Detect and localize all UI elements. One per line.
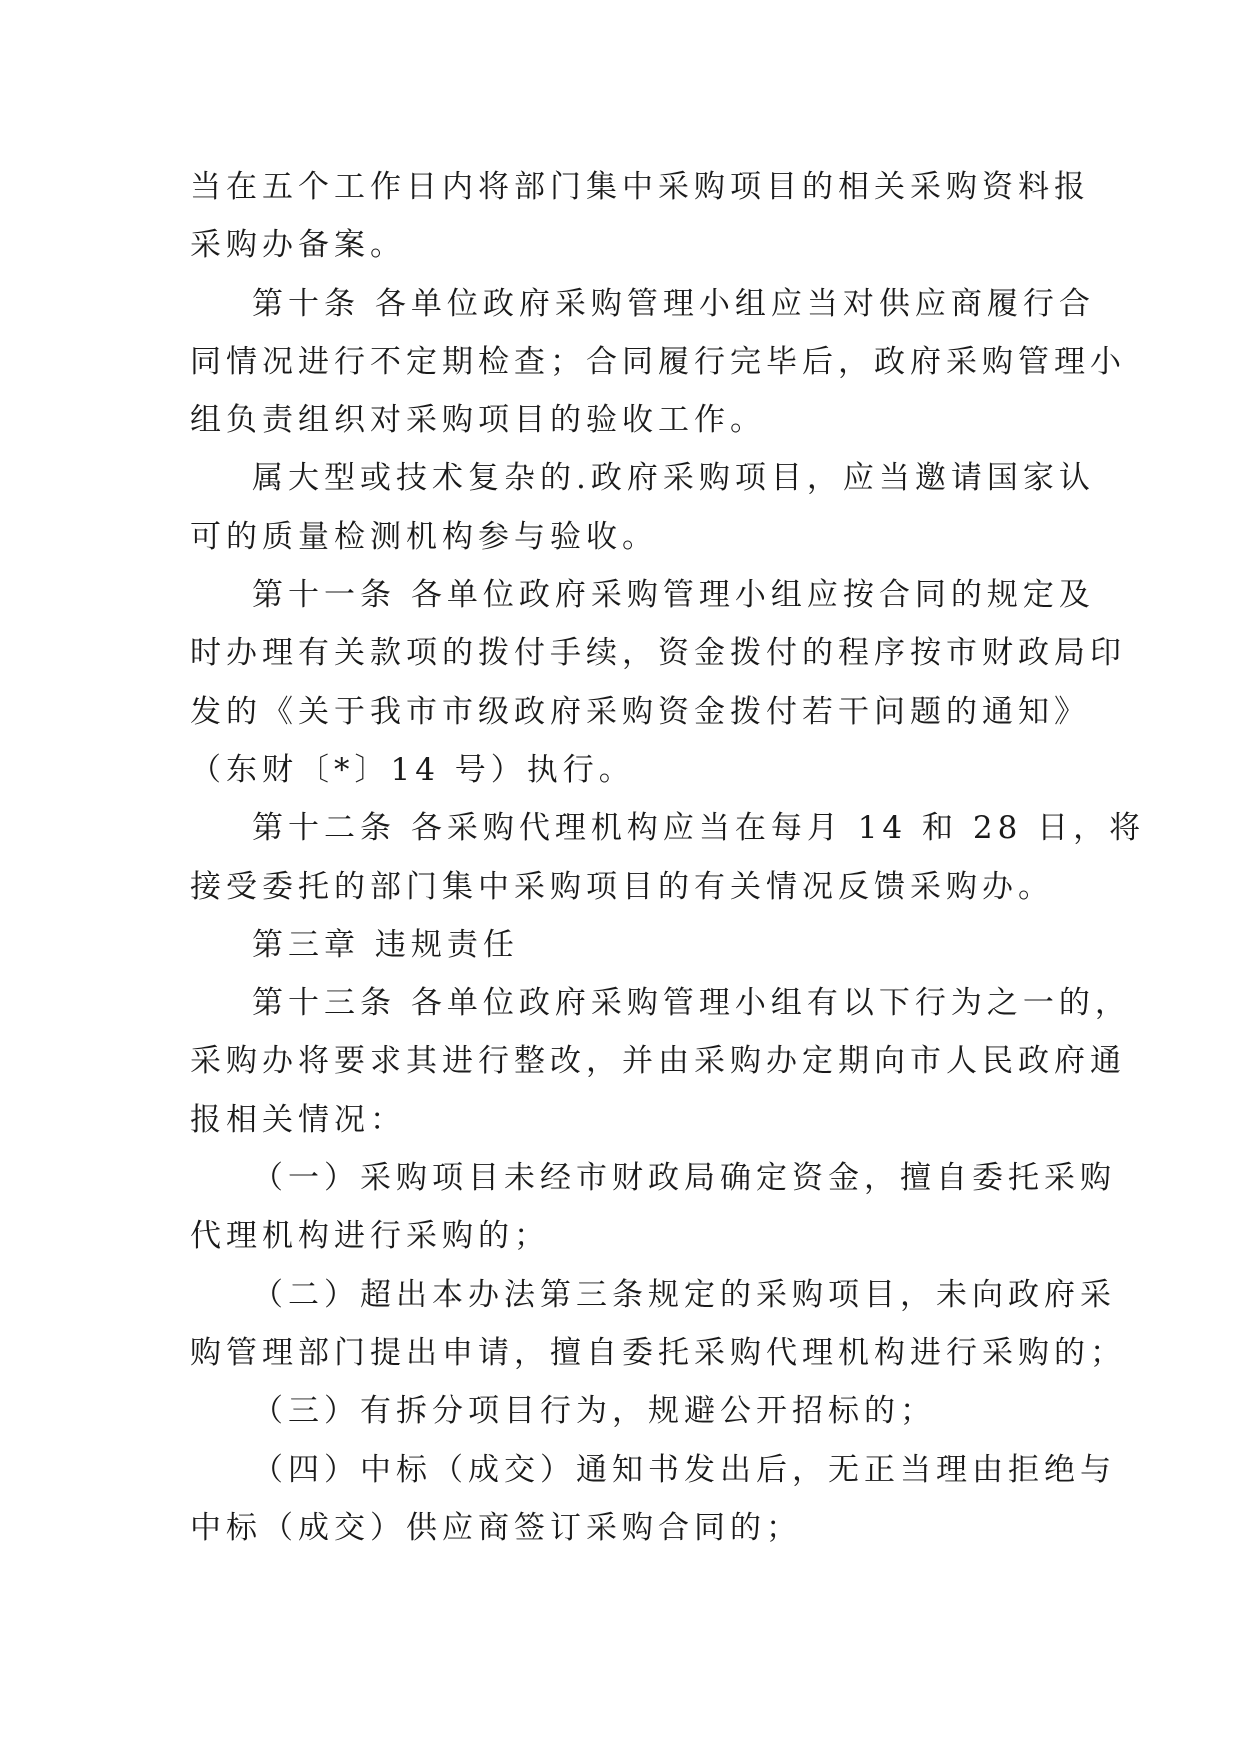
text-line: 采购办将要求其进行整改，并由采购办定期向市人民政府通 — [190, 1043, 1126, 1080]
text-line: 报相关情况： — [190, 1101, 406, 1138]
document-body — [190, 158, 1146, 1557]
list-item-3 — [190, 1382, 1052, 1440]
text-line: （东财〔*〕14 号）执行。 — [190, 751, 635, 788]
list-item-1 — [190, 1149, 1116, 1266]
text-line: 时办理有关款项的拨付手续，资金拨付的程序按市财政局印 — [190, 635, 1126, 672]
paragraph-article-11 — [190, 566, 1126, 799]
paragraph-acceptance — [190, 449, 1095, 566]
chapter-heading — [190, 916, 1052, 974]
text-line: 可的质量检测机构参与验收。 — [190, 518, 658, 555]
list-item-4 — [190, 1441, 1116, 1558]
paragraph-article-10 — [190, 275, 1126, 450]
text-line: 同情况进行不定期检查；合同履行完毕后，政府采购管理小 — [190, 343, 1126, 380]
text-line: 组负责组织对采购项目的验收工作。 — [190, 402, 766, 439]
text-line: （一）采购项目未经市财政局确定资金，擅自委托采购 — [252, 1160, 1116, 1197]
text-line: 属大型或技术复杂的.政府采购项目，应当邀请国家认 — [252, 460, 1095, 497]
text-line: 第十一条 各单位政府采购管理小组应按合同的规定及 — [252, 577, 1095, 614]
text-line: 购管理部门提出申请，擅自委托采购代理机构进行采购的； — [190, 1334, 1126, 1371]
text-line: 当在五个工作日内将部门集中采购项目的相关采购资料报 — [190, 169, 1090, 205]
text-line: 第十二条 各采购代理机构应当在每月 14 和 28 日，将 — [252, 810, 1146, 847]
paragraph-article-12 — [190, 799, 1146, 916]
text-line: 第十条 各单位政府采购管理小组应当对供应商履行合 — [252, 285, 1095, 322]
text-line: 中标（成交）供应商签订采购合同的； — [190, 1509, 802, 1546]
text-line: 第十三条 各单位政府采购管理小组有以下行为之一的， — [252, 985, 1131, 1022]
text-line: 第三章 违规责任 — [252, 926, 519, 963]
text-line: 发的《关于我市市级政府采购资金拨付若干问题的通知》 — [190, 693, 1090, 730]
text-line: 接受委托的部门集中采购项目的有关情况反馈采购办。 — [190, 868, 1054, 905]
text-line: （二）超出本办法第三条规定的采购项目，未向政府采 — [252, 1276, 1116, 1313]
text-line: 采购办备案。 — [190, 227, 406, 264]
paragraph-1 — [190, 158, 1090, 275]
list-item-2 — [190, 1266, 1126, 1383]
text-line: （三）有拆分项目行为，规避公开招标的； — [252, 1393, 936, 1430]
text-line: 代理机构进行采购的； — [190, 1218, 550, 1255]
paragraph-article-13 — [190, 974, 1131, 1149]
text-line: （四）中标（成交）通知书发出后，无正当理由拒绝与 — [252, 1451, 1116, 1488]
